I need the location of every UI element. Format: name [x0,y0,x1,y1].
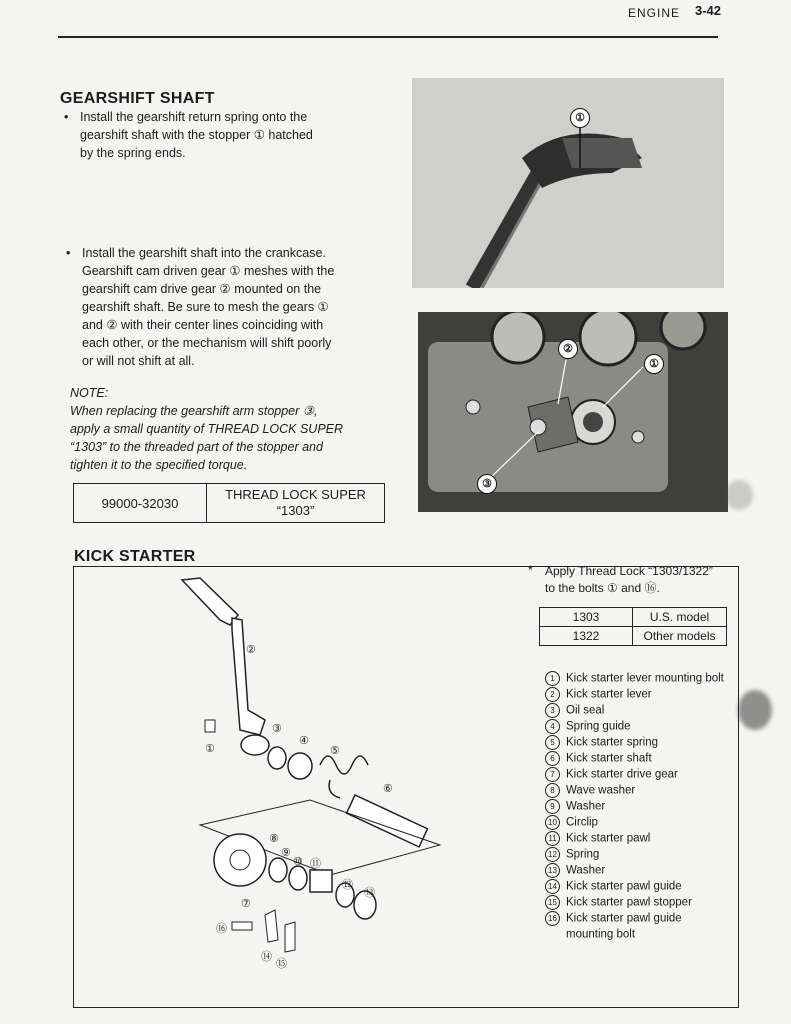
legend-item [545,751,735,767]
legend-text: Kick starter pawl guide [566,912,682,925]
diagram-label: ⑯ [216,923,227,935]
note-line: “1303” to the threaded part of the stopper and [70,440,323,454]
legend-text: Circlip [566,816,598,829]
note-line: apply a small quantity of THREAD LOCK SUPER [70,422,344,436]
legend-item [545,911,735,927]
thread-lock-model-table [539,607,727,646]
apply-star: * [528,563,533,577]
legend-text: Kick starter shaft [566,752,652,765]
legend-number: 7 [545,767,560,782]
legend-text: Kick starter lever mounting bolt [566,672,724,685]
legend-text: Oil seal [566,704,605,717]
legend-text: mounting bolt [566,928,636,941]
diagram-label: ⑤ [330,745,340,757]
legend-text: Kick starter drive gear [566,768,678,781]
parts-legend [545,671,735,943]
kick-starter-diagram [160,570,450,970]
legend-number: 16 [545,911,560,926]
legend-item [545,863,735,879]
diagram-label: ④ [299,735,309,747]
section-header: ENGINE [628,6,681,20]
diagram-label: ⑦ [241,898,251,910]
legend-item [545,879,735,895]
photo2-callout-3: ③ [477,474,497,494]
legend-item [545,719,735,735]
legend-number: 14 [545,879,560,894]
legend-item [545,735,735,751]
legend-number: 8 [545,783,560,798]
diagram-label: ① [205,743,215,755]
legend-text: Washer [566,864,606,877]
step2-line: • Install the gearshift shaft into the crankcase. [82,244,382,262]
gearshift-shaft-photo [412,78,724,288]
legend-item [545,703,735,719]
diagram-label: ⑨ [281,847,291,859]
gearshift-step2 [82,244,382,370]
diagram-label: ⑪ [310,858,321,870]
legend-item [545,671,735,687]
diagram-label: ③ [272,723,282,735]
legend-item [545,687,735,703]
crankcase-photo [418,312,728,512]
legend-item [545,895,735,911]
part-number: 99000-32030 [74,484,207,523]
legend-text: Kick starter lever [566,688,652,701]
legend-number: 4 [545,719,560,734]
diagram-label: ⑩ [293,856,303,868]
table-cell: 1322 [540,627,633,646]
part-name-line: THREAD LOCK SUPER [225,487,366,502]
legend-item [545,799,735,815]
photo2-callout-2: ② [558,339,578,359]
legend-text: Washer [566,800,606,813]
note-line: tighten it to the specified torque. [70,458,248,472]
legend-text: Wave washer [566,784,636,797]
legend-number: 13 [545,863,560,878]
step2-line: each other, or the mechanism will shift poorly [82,336,332,350]
step2-line: and ② with their center lines coinciding with [82,318,324,332]
shaft-illustration [412,78,724,288]
step2-line: gearshift shaft. Be sure to mesh the gears ① [82,300,329,314]
table-cell: U.S. model [633,608,727,627]
legend-number: 5 [545,735,560,750]
legend-number: 15 [545,895,560,910]
legend-text: Kick starter pawl [566,832,651,845]
thread-lock-table [73,483,385,523]
legend-number: 2 [545,687,560,702]
ink-smudge [738,690,772,730]
step2-line: or will not shift at all. [82,354,195,368]
part-name [207,484,385,523]
step2-line: Gearshift cam driven gear ① meshes with the [82,264,335,278]
kick-starter-title: KICK STARTER [74,548,196,565]
photo2-callout-1: ① [644,354,664,374]
diagram-label: ② [246,644,256,656]
legend-item [545,927,735,943]
diagram-label: ⑫ [342,879,353,891]
header-rule [58,36,718,38]
page-number: 3-42 [695,3,722,18]
diagram-label: ⑧ [269,833,279,845]
step1-line: by the spring ends. [80,146,186,160]
legend-text: Kick starter pawl stopper [566,896,692,909]
note-text [70,402,390,474]
gearshift-title: GEARSHIFT SHAFT [60,90,215,107]
legend-number: 10 [545,815,560,830]
table-row [540,608,727,627]
legend-number: 1 [545,671,560,686]
photo1-callout: ① [570,108,590,128]
legend-item [545,783,735,799]
legend-number: 11 [545,831,560,846]
legend-text: Kick starter spring [566,736,659,749]
diagram-label: ⑭ [261,951,272,963]
legend-number: 6 [545,751,560,766]
part-name-line: “1303” [276,503,315,518]
legend-text: Kick starter pawl guide [566,880,682,893]
legend-number: 12 [545,847,560,862]
gearshift-step1 [80,108,380,162]
apply-note [545,563,713,597]
diagram-label: ⑬ [364,887,375,899]
step1-line: gearshift shaft with the stopper ① hatched [80,128,313,142]
legend-number: 3 [545,703,560,718]
step1-line: • Install the gearshift return spring onto the [80,108,380,126]
legend-text: Spring guide [566,720,631,733]
note-label: NOTE: [70,386,109,400]
legend-number: 9 [545,799,560,814]
legend-item [545,815,735,831]
step2-line: gearshift cam drive gear ② mounted on the [82,282,322,296]
apply-line: Apply Thread Lock “1303/1322” [545,564,713,578]
table-cell: Other models [633,627,727,646]
table-cell: 1303 [540,608,633,627]
legend-item [545,847,735,863]
legend-item [545,767,735,783]
legend-item [545,831,735,847]
legend-text: Spring [566,848,600,861]
apply-line: to the bolts ① and ⑯. [545,581,660,595]
diagram-label: ⑥ [383,783,393,795]
note-line: When replacing the gearshift arm stopper ③, [70,404,318,418]
table-row [540,627,727,646]
ink-smudge [725,480,753,510]
diagram-label: ⑮ [276,958,287,970]
